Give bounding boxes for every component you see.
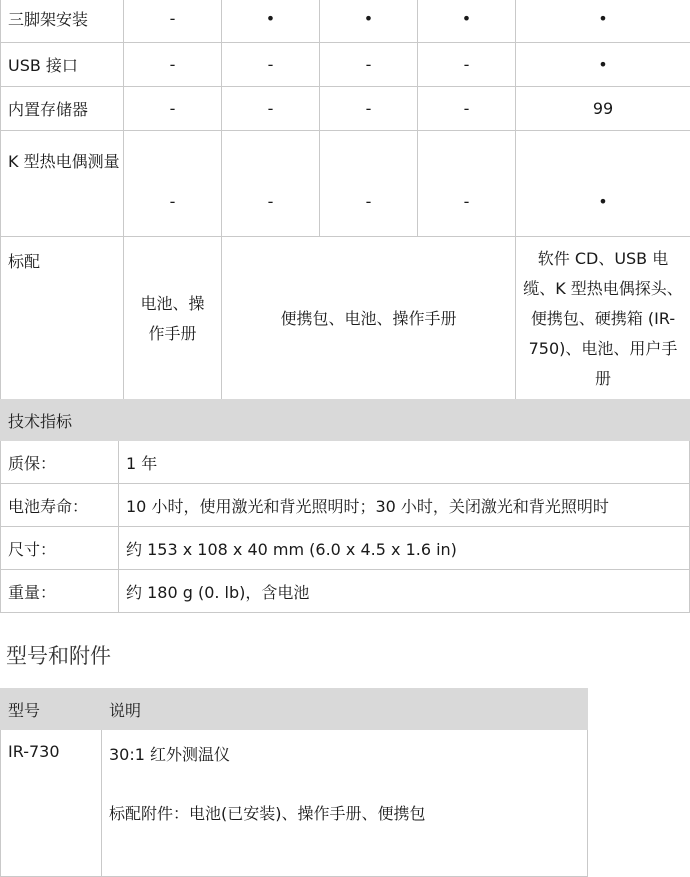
feature-cell: - [418, 87, 516, 131]
tech-label: 质保： [1, 441, 119, 484]
tech-value: 约 180 g (0. lb)，含电池 [119, 570, 690, 613]
model-name: IR-730 [1, 730, 102, 877]
feature-cell: • [222, 0, 320, 43]
standard-col5: 软件 CD、USB 电缆、K 型热电偶探头、便携包、硬携箱 (IR-750)、电池、用户手册 [516, 237, 690, 401]
tech-row-warranty [1, 441, 690, 484]
models-header-desc: 说明 [102, 689, 588, 730]
feature-cell: • [320, 0, 418, 43]
standard-col2-4: 便携包、电池、操作手册 [222, 237, 516, 401]
model-desc-line1: 30:1 红外测温仪 [109, 745, 230, 764]
tech-value: 1 年 [119, 441, 690, 484]
feature-cell: - [222, 131, 320, 237]
tech-label: 尺寸： [1, 527, 119, 570]
feature-cell: - [222, 87, 320, 131]
tech-row-size [1, 527, 690, 570]
model-description [102, 730, 588, 877]
section-title: 型号和附件 [6, 640, 111, 670]
features-table [0, 0, 690, 401]
feature-cell: - [124, 87, 222, 131]
tech-row-battery [1, 484, 690, 527]
standard-col1: 电池、操作手册 [124, 237, 222, 401]
feature-row-usb [1, 43, 690, 87]
feature-cell: • [516, 43, 690, 87]
feature-label: USB 接口 [1, 43, 124, 87]
feature-row-tripod [1, 0, 690, 43]
feature-cell: - [418, 131, 516, 237]
feature-label: K 型热电偶测量 [1, 131, 124, 237]
feature-cell: 99 [516, 87, 690, 131]
model-desc-line2: 标配附件：电池(已安装)、操作手册、便携包 [109, 801, 587, 824]
feature-cell: - [320, 131, 418, 237]
models-table [0, 688, 588, 877]
tech-specs-table [0, 399, 690, 613]
models-header-row [1, 689, 588, 730]
feature-cell: - [320, 43, 418, 87]
tech-header: 技术指标 [1, 400, 690, 441]
feature-cell: - [124, 0, 222, 43]
feature-cell: - [320, 87, 418, 131]
tech-value: 约 153 x 108 x 40 mm (6.0 x 4.5 x 1.6 in) [119, 527, 690, 570]
feature-cell: - [124, 43, 222, 87]
tech-row-weight [1, 570, 690, 613]
tech-value: 10 小时，使用激光和背光照明时；30 小时，关闭激光和背光照明时 [119, 484, 690, 527]
feature-cell: • [516, 0, 690, 43]
feature-row-standard [1, 237, 690, 401]
models-header-model: 型号 [1, 689, 102, 730]
tech-label: 电池寿命： [1, 484, 119, 527]
feature-label: 内置存储器 [1, 87, 124, 131]
feature-cell: • [516, 131, 690, 237]
model-row [1, 730, 588, 877]
standard-label: 标配 [1, 237, 124, 401]
feature-cell: - [222, 43, 320, 87]
feature-row-thermocouple [1, 131, 690, 237]
tech-header-row [1, 400, 690, 441]
feature-label: 三脚架安装 [1, 0, 124, 43]
feature-cell: • [418, 0, 516, 43]
feature-cell: - [124, 131, 222, 237]
feature-cell: - [418, 43, 516, 87]
tech-label: 重量： [1, 570, 119, 613]
feature-row-memory [1, 87, 690, 131]
